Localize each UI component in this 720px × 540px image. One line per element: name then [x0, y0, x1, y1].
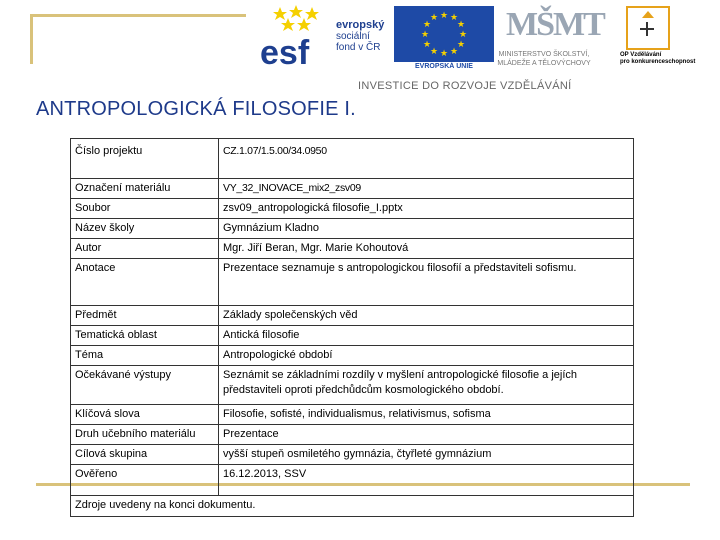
- logo-banner: [258, 4, 698, 100]
- footer-note: Zdroje uvedeny na konci dokumentu.: [71, 496, 634, 517]
- row-label: Cílová skupina: [71, 445, 219, 465]
- row-value: Prezentace: [219, 425, 634, 445]
- table-row: [71, 259, 634, 306]
- msmt-text: [470, 50, 618, 68]
- esf-line1: evropský: [336, 19, 385, 31]
- table-row: [71, 219, 634, 239]
- msmt-line2: MLÁDEŽE A TĚLOVÝCHOVY: [497, 60, 591, 67]
- svg-text:★: ★: [450, 46, 459, 56]
- esf-line2: sociální: [336, 31, 370, 42]
- row-value: zsv09_antropologická filosofie_I.pptx: [219, 199, 634, 219]
- row-label: Klíčová slova: [71, 405, 219, 425]
- row-label: Tematická oblast: [71, 326, 219, 346]
- op-line1: OP Vzdělávání: [620, 52, 662, 58]
- eu-label: EVROPSKÁ UNIE: [415, 63, 473, 70]
- table-row: [71, 425, 634, 445]
- row-value: CZ.1.07/1.5.00/34.0950: [219, 139, 634, 179]
- esf-logo: [258, 4, 386, 70]
- msmt-mark: MŠMT: [506, 6, 604, 43]
- svg-text:★: ★: [440, 48, 449, 58]
- table-row: [71, 326, 634, 346]
- svg-text:★: ★: [457, 39, 466, 49]
- esf-line3: fond v ČR: [336, 42, 381, 53]
- row-label: Téma: [71, 346, 219, 366]
- svg-text:★: ★: [440, 10, 449, 20]
- row-label: Druh učebního materiálu: [71, 425, 219, 445]
- metadata-table: [70, 138, 634, 517]
- table-row: [71, 405, 634, 425]
- msmt-line1: MINISTERSTVO ŠKOLSTVÍ,: [498, 51, 590, 58]
- row-value: vyšší stupeň osmiletého gymnázia, čtyřleté gymnázium: [219, 445, 634, 465]
- svg-text:★: ★: [430, 46, 439, 56]
- table-row: [71, 445, 634, 465]
- row-label: Název školy: [71, 219, 219, 239]
- svg-text:esf: esf: [260, 34, 310, 70]
- row-value: Gymnázium Kladno: [219, 219, 634, 239]
- svg-text:★: ★: [450, 12, 459, 22]
- row-value: Seznámit se základními rozdíly v myšlení antropologické filosofie a jejích představiteli oproti předchůdcům kosmologického období.: [219, 366, 634, 405]
- table-row: [71, 139, 634, 179]
- row-value: Základy společenských věd: [219, 306, 634, 326]
- row-label: Předmět: [71, 306, 219, 326]
- svg-text:★: ★: [457, 19, 466, 29]
- svg-text:★: ★: [423, 39, 432, 49]
- table-row: [71, 199, 634, 219]
- investice-tagline: INVESTICE DO ROZVOJE VZDĚLÁVÁNÍ: [358, 80, 572, 92]
- table-row: [71, 465, 634, 496]
- row-label: Ověřeno: [71, 465, 219, 496]
- op-logo: [620, 6, 698, 74]
- row-label: Očekávané výstupy: [71, 366, 219, 405]
- frame-top-line: [30, 14, 246, 17]
- op-line2: pro konkurenceschopnost: [620, 59, 696, 65]
- row-value: Prezentace seznamuje s antropologickou filosofií a představiteli sofismu.: [219, 259, 634, 306]
- op-icon: [626, 6, 670, 50]
- svg-text:★: ★: [430, 12, 439, 22]
- svg-text:★: ★: [421, 29, 430, 39]
- row-value: Mgr. Jiří Beran, Mgr. Marie Kohoutová: [219, 239, 634, 259]
- row-label: Soubor: [71, 199, 219, 219]
- row-value: Antropologické období: [219, 346, 634, 366]
- row-label: Číslo projektu: [71, 139, 219, 179]
- esf-text: [336, 20, 384, 53]
- frame-vertical-line: [30, 14, 33, 64]
- table-footer-row: [71, 496, 634, 517]
- row-value: Filosofie, sofisté, individualismus, relativismus, sofisma: [219, 405, 634, 425]
- table-row: [71, 346, 634, 366]
- table-row: [71, 179, 634, 199]
- row-value: Antická filosofie: [219, 326, 634, 346]
- row-label: Označení materiálu: [71, 179, 219, 199]
- table-row: [71, 366, 634, 405]
- slide-title: ANTROPOLOGICKÁ FILOSOFIE I.: [36, 98, 356, 120]
- table-row: [71, 239, 634, 259]
- msmt-logo: [470, 6, 618, 74]
- op-text: [620, 52, 698, 66]
- table-row: [71, 306, 634, 326]
- row-value: VY_32_INOVACE_mix2_zsv09: [219, 179, 634, 199]
- svg-text:★: ★: [423, 19, 432, 29]
- row-label: Anotace: [71, 259, 219, 306]
- svg-text:★: ★: [459, 29, 468, 39]
- row-label: Autor: [71, 239, 219, 259]
- row-value: 16.12.2013, SSV: [219, 465, 634, 496]
